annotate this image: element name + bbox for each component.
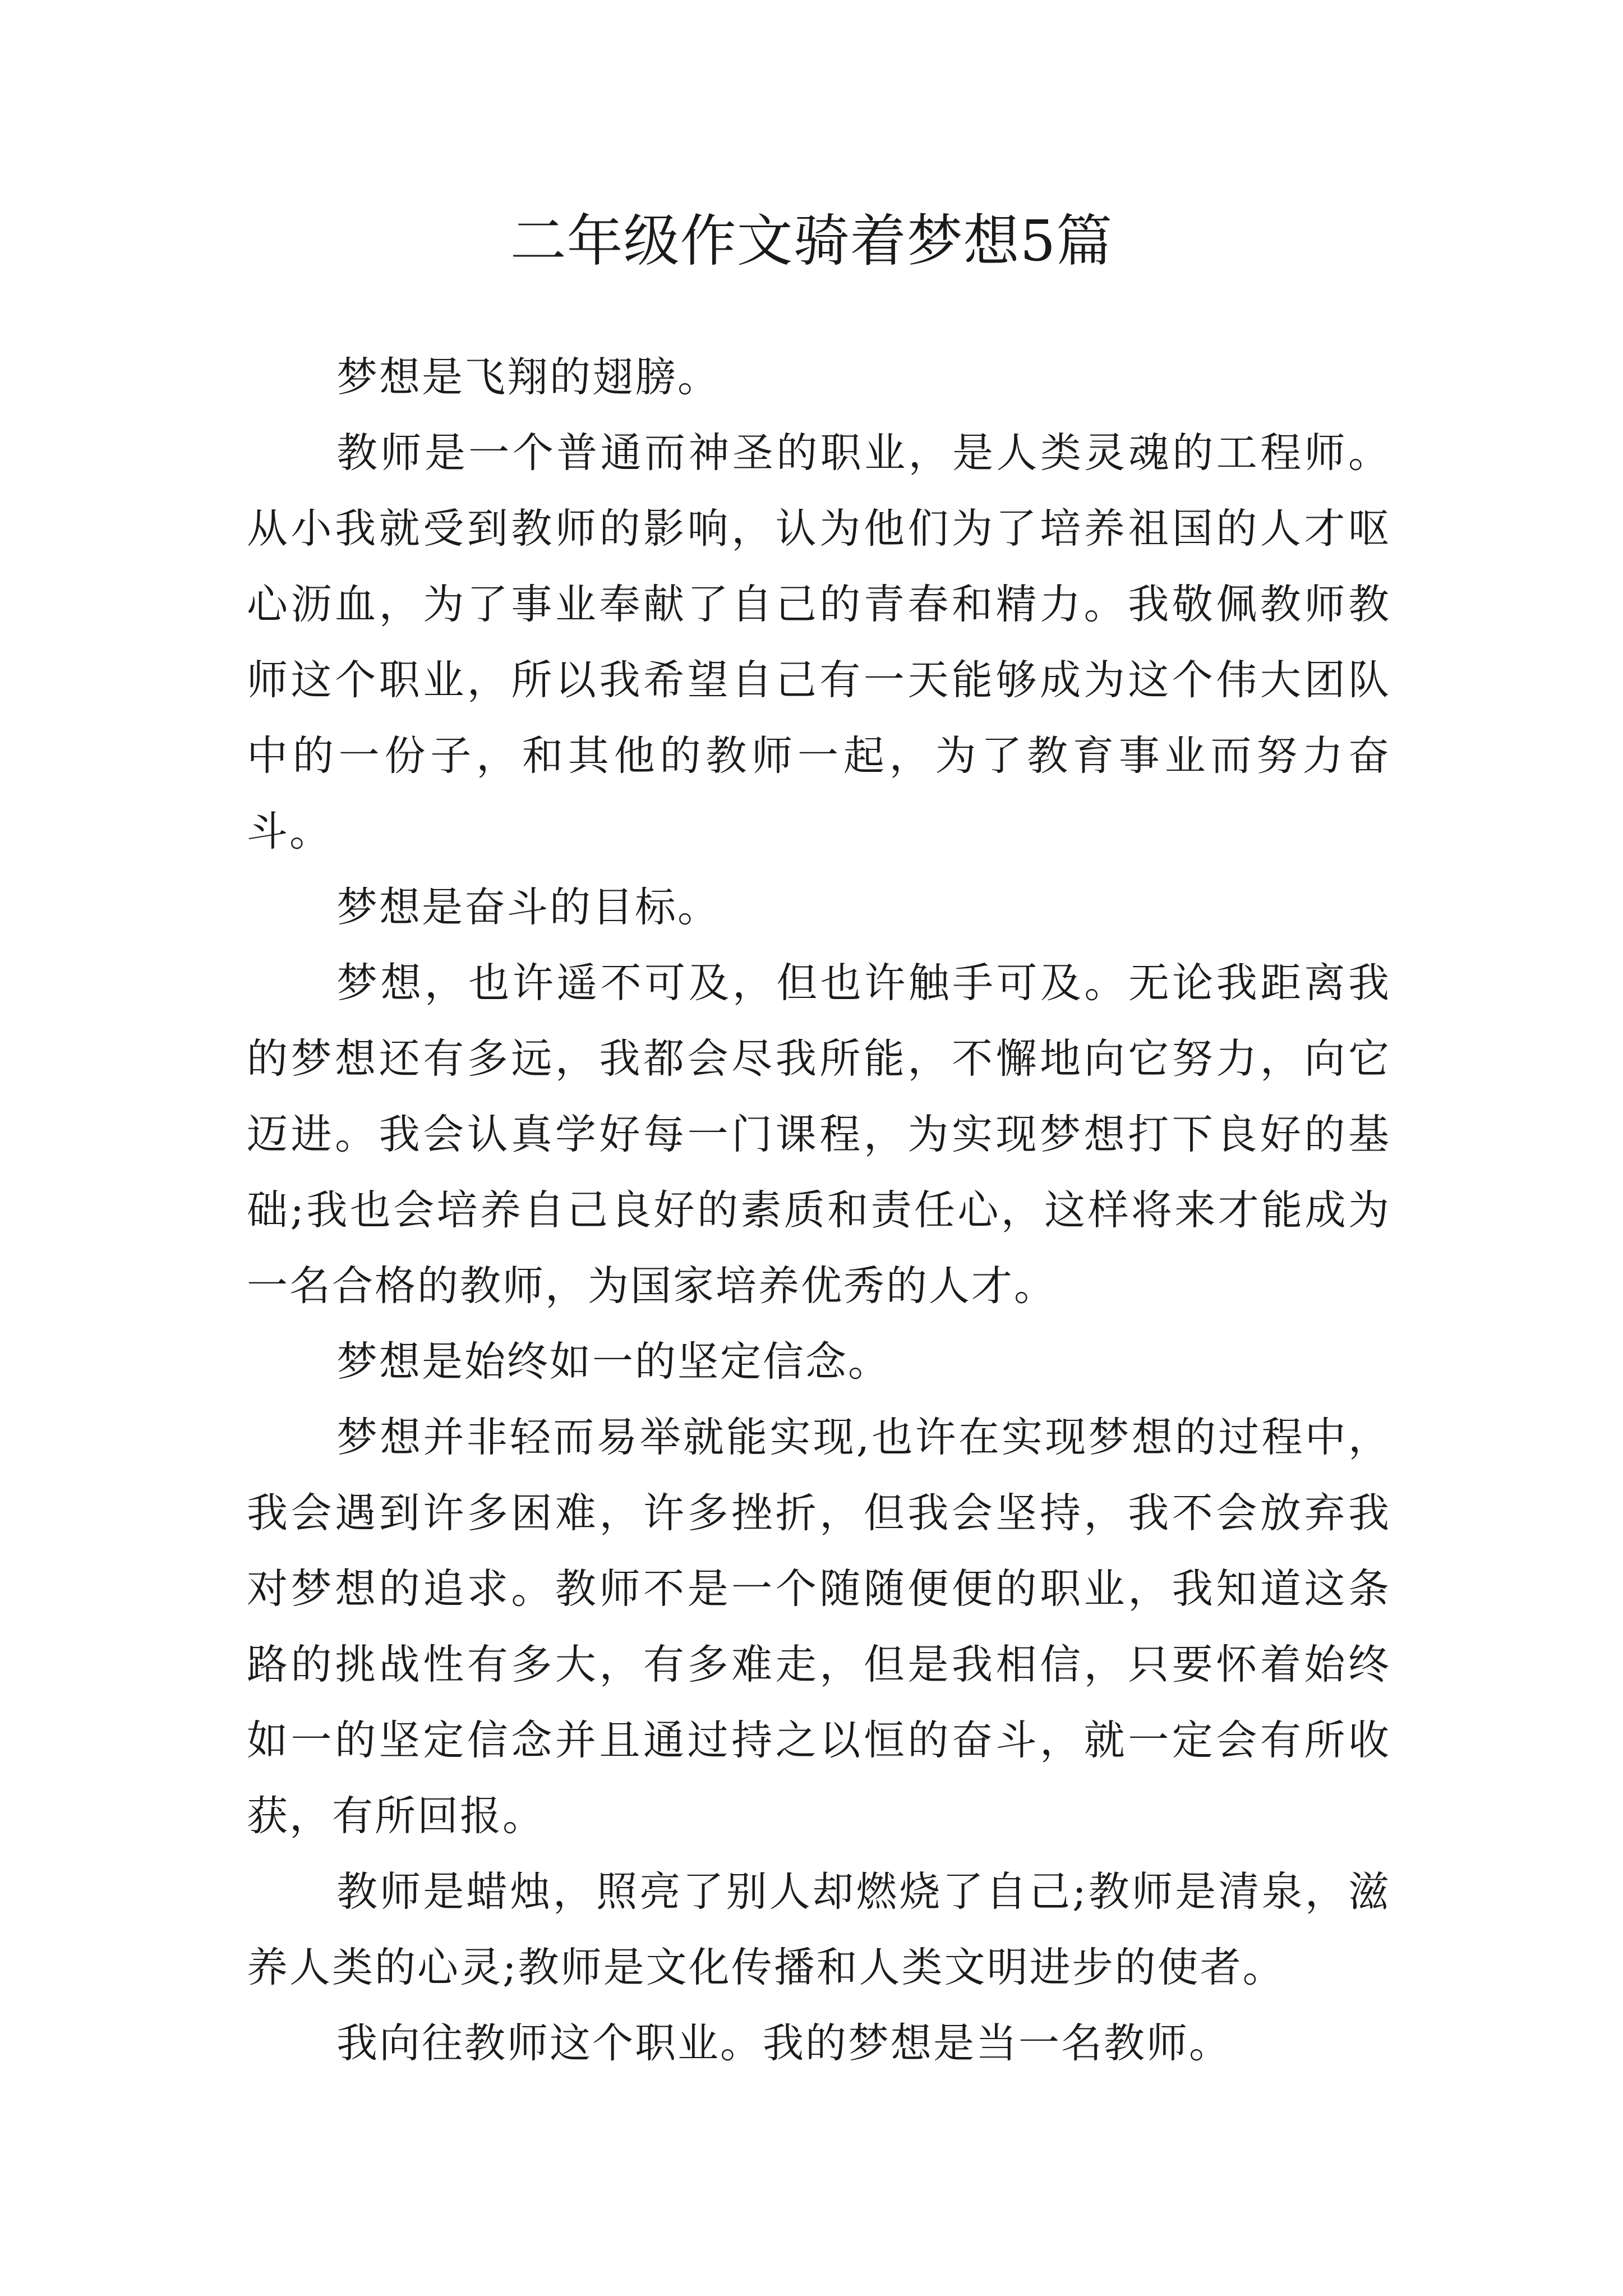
paragraph: 梦想，也许遥不可及，但也许触手可及。无论我距离我的梦想还有多远，我都会尽我所能，不懈地向它努力，向它迈进。我会认真学好每一门课程，为实现梦想打下良好的基础;我也会培养自己良好的素质和责任心，这样将来才能成为一名合格的教师，为国家培养优秀的人才。 <box>247 959 1391 1310</box>
paragraph: 梦想是始终如一的坚定信念。 <box>336 1338 891 1386</box>
paragraph: 梦想并非轻而易举就能实现,也许在实现梦想的过程中，我会遇到许多困难，许多挫折，但我会坚持，我不会放弃我对梦想的追求。教师不是一个随随便便的职业，我知道这条路的挑战性有多大，有多难走，但是我相信，只要怀着始终如一的坚定信念并且通过持之以恒的奋斗，就一定会有所收获，有所回报。 <box>247 1414 1391 1840</box>
document-title: 二年级作文骑着梦想5篇 <box>510 208 1113 274</box>
paragraph: 我向往教师这个职业。我的梦想是当一名教师。 <box>336 2019 1232 2067</box>
paragraph: 教师是蜡烛，照亮了别人却燃烧了自己;教师是清泉，滋养人类的心灵;教师是文化传播和人类文明进步的使者。 <box>247 1868 1391 1991</box>
paragraph: 梦想是奋斗的目标。 <box>336 884 720 931</box>
paragraph: 梦想是飞翔的翅膀。 <box>336 353 720 401</box>
document-body <box>247 339 1391 2081</box>
paragraph: 教师是一个普通而神圣的职业，是人类灵魂的工程师。从小我就受到教师的影响，认为他们为了培养祖国的人才呕心沥血，为了事业奉献了自己的青春和精力。我敬佩教师教师这个职业，所以我希望自己有一天能够成为这个伟大团队中的一份子，和其他的教师一起，为了教育事业而努力奋斗。 <box>247 429 1391 855</box>
